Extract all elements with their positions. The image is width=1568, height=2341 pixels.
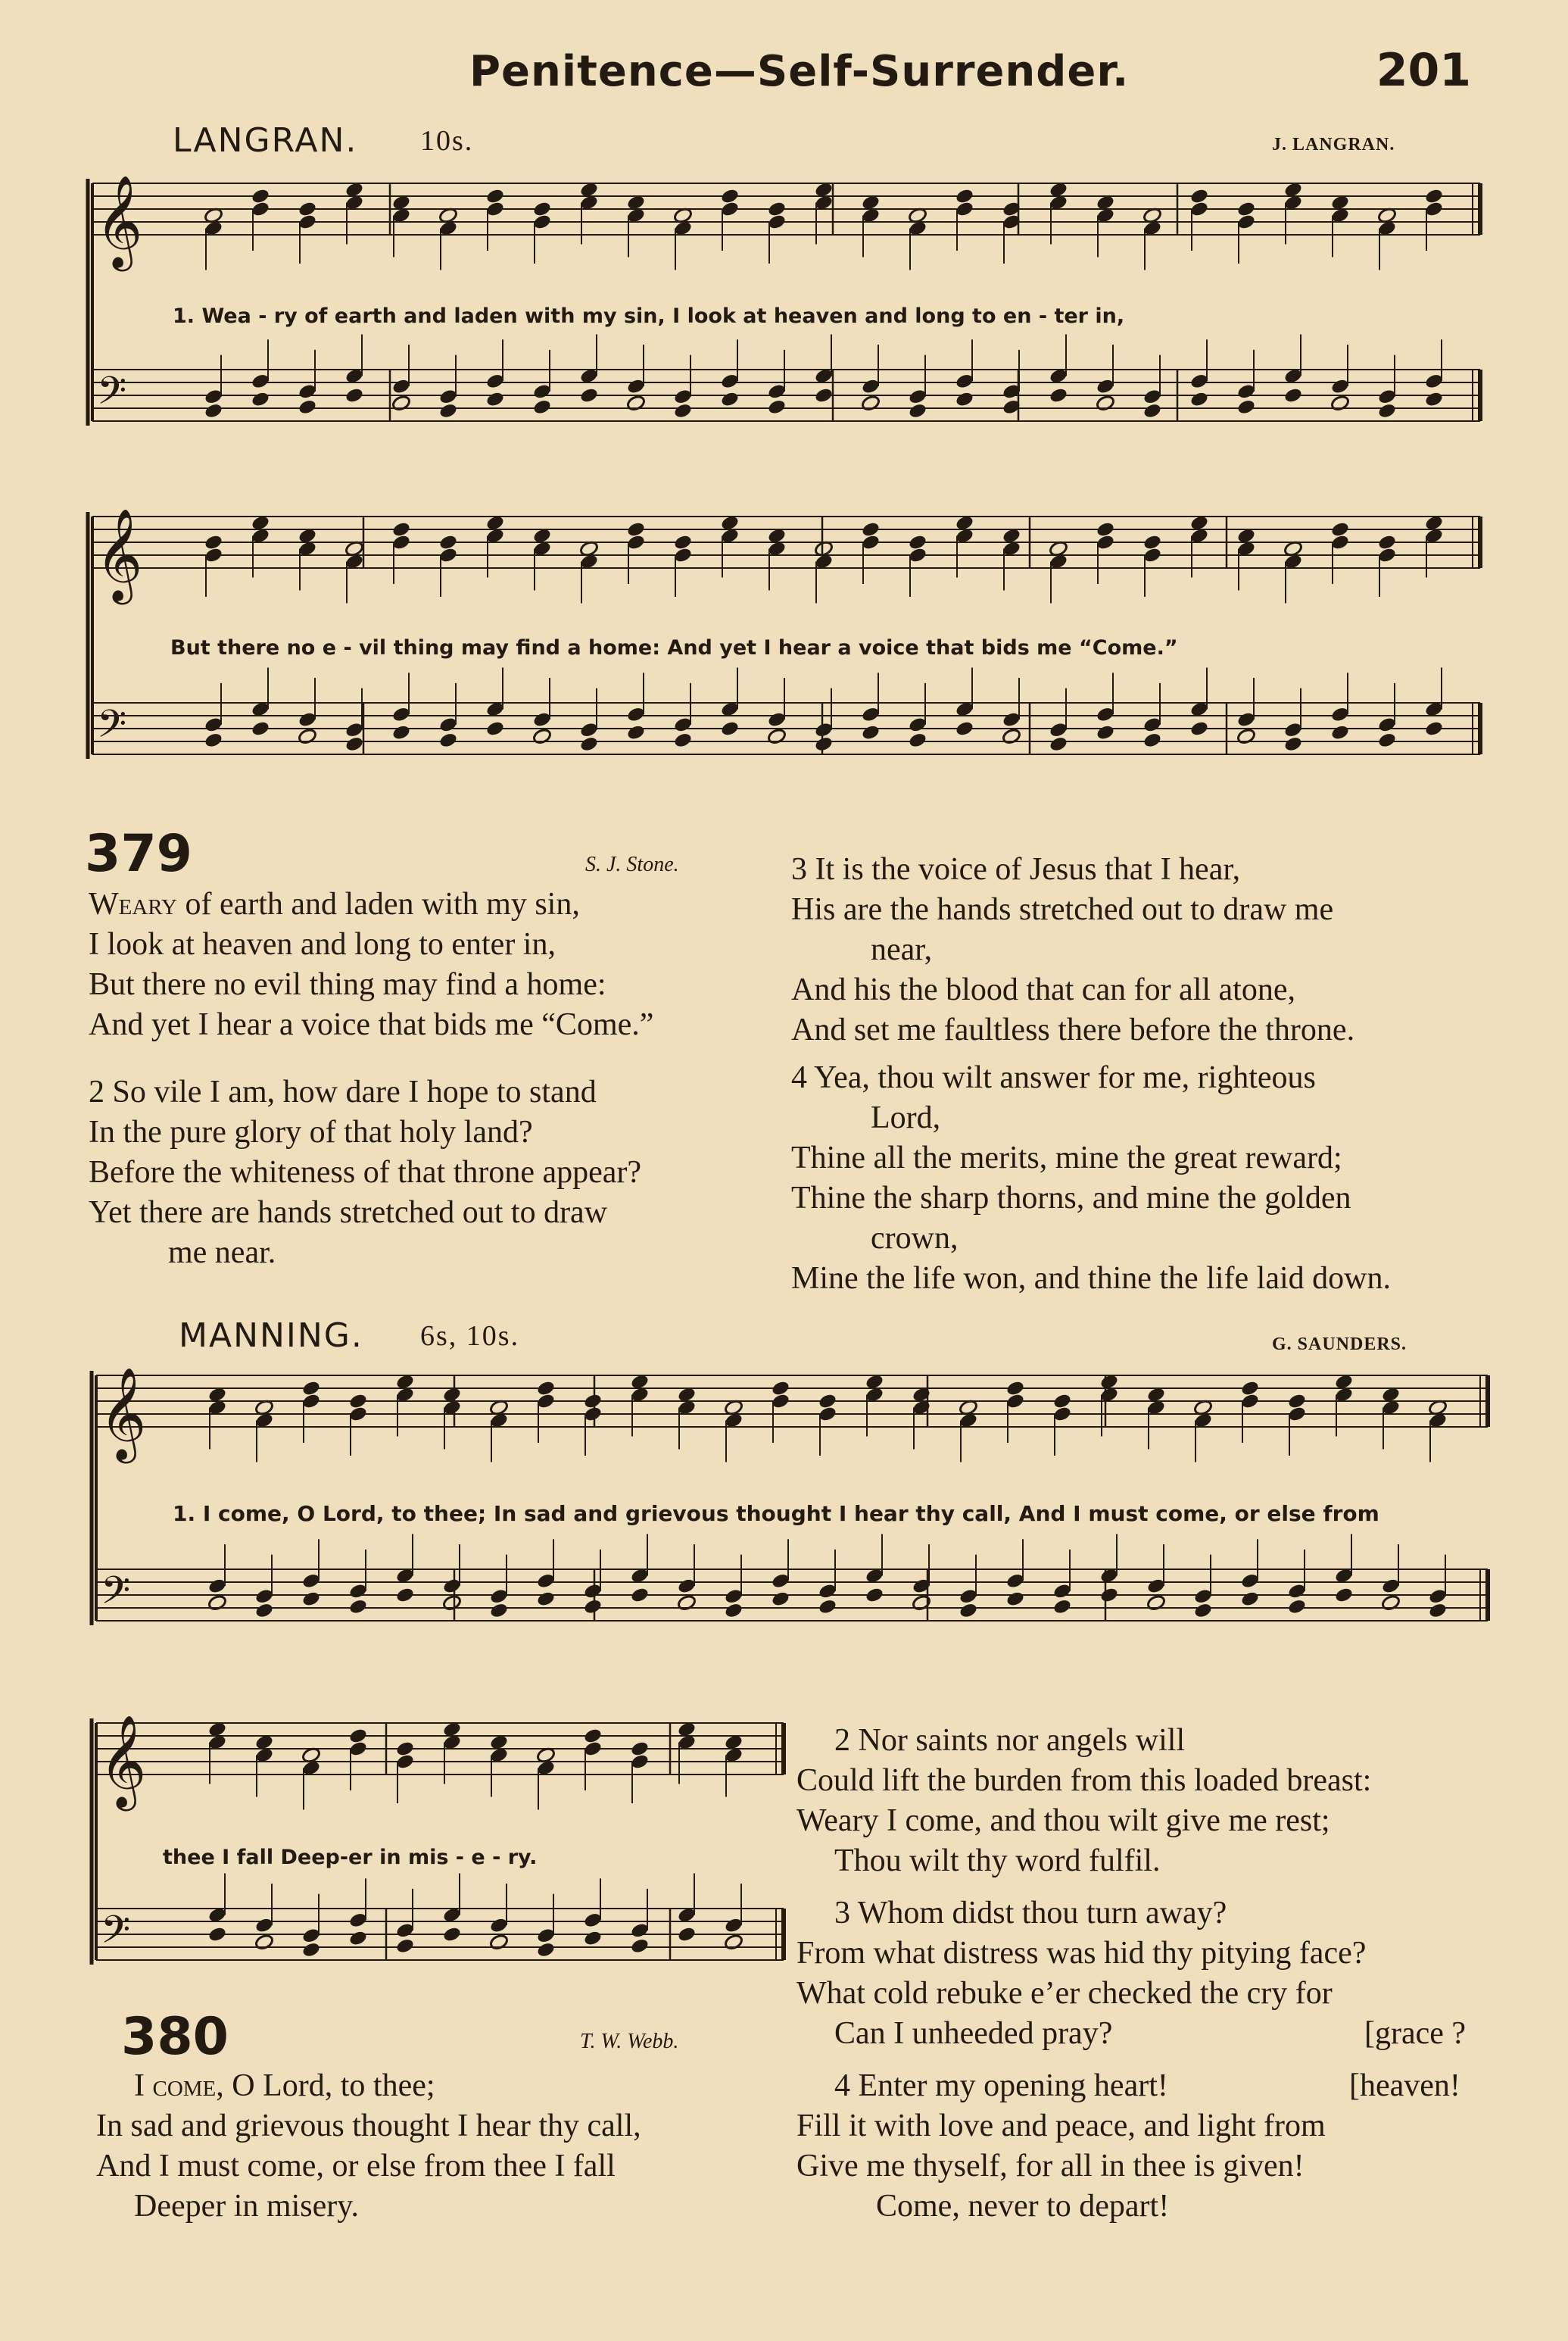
verse-line: Thine the sharp thorns, and mine the golden xyxy=(791,1181,1351,1216)
verse-line: Can I unheeded pray? [grace ? xyxy=(834,2016,1467,2051)
svg-text:𝄢: 𝄢 xyxy=(101,1908,131,1962)
verse-line: And yet I hear a voice that bids me “Come.” xyxy=(89,1007,654,1042)
verse-line: Give me thyself, for all in thee is given! xyxy=(796,2149,1305,2183)
verse-line: 2 Nor saints nor angels will xyxy=(834,1723,1186,1758)
verse-line: I come, O Lord, to thee; xyxy=(134,2068,435,2103)
verse-line: 4 Yea, thou wilt answer for me, righteous xyxy=(791,1060,1316,1095)
verse-line: And his the blood that can for all atone, xyxy=(791,972,1295,1007)
verse-line: Weary of earth and laden with my sin, xyxy=(89,887,580,922)
page-number: 201 xyxy=(1376,44,1471,97)
verse-line: Thou wilt thy word fulfil. xyxy=(834,1843,1161,1878)
svg-text:𝄢: 𝄢 xyxy=(101,1568,131,1622)
author-379: S. J. Stone. xyxy=(585,853,679,876)
verse-line: What cold rebuke e’er checked the cry for xyxy=(796,1976,1333,2011)
lyric-underlay-2: But there no e - vil thing may find a home: And yet I hear a voice that bids me “Come.” xyxy=(170,636,1178,660)
verse-line: Deeper in misery. xyxy=(134,2189,359,2224)
verse-line: Yet there are hands stretched out to draw xyxy=(89,1195,608,1230)
hymn-379-left-column xyxy=(89,885,653,1273)
lyric-underlay-1: 1. Wea - ry of earth and laden with my sin, I look at heaven and long to en - ter in, xyxy=(173,304,1125,328)
svg-text:𝄞: 𝄞 xyxy=(95,507,143,601)
svg-text:𝄢: 𝄢 xyxy=(97,702,127,756)
verse-line: But there no evil thing may find a home: xyxy=(89,967,606,1002)
hymn-number-380: 380 xyxy=(121,2007,229,2067)
composer-manning: G. SAUNDERS. xyxy=(1272,1334,1407,1354)
verse-line: Come, never to depart! xyxy=(876,2189,1170,2224)
lyric-underlay-4: thee I fall Deep-er in mis - e - ry. xyxy=(163,1846,538,1869)
verse-line: Thine all the merits, mine the great reward; xyxy=(791,1141,1342,1175)
verse-line: 4 Enter my opening heart! [heaven! xyxy=(834,2068,1460,2103)
verse-line: 3 Whom didst thou turn away? xyxy=(834,1896,1227,1931)
verse-line: And I must come, or else from thee I fall xyxy=(96,2149,616,2183)
verse-line: In the pure glory of that holy land? xyxy=(89,1115,533,1150)
verse-line: 3 It is the voice of Jesus that I hear, xyxy=(791,852,1241,887)
hymn-380-left-column xyxy=(96,2066,641,2227)
verse-line: Lord, xyxy=(871,1100,941,1135)
verse-line: Weary I come, and thou wilt give me rest; xyxy=(796,1803,1330,1838)
svg-text:𝄞: 𝄞 xyxy=(99,1714,147,1807)
tune-name-langran: LANGRAN. xyxy=(173,121,358,160)
tune-name-manning: MANNING. xyxy=(179,1316,363,1355)
author-380: T. W. Webb. xyxy=(580,2030,679,2053)
svg-text:𝄞: 𝄞 xyxy=(95,174,143,267)
verse-line: Mine the life won, and thine the life laid down. xyxy=(791,1261,1391,1296)
hymn-380-right-column xyxy=(796,1721,1467,2227)
verse-line: From what distress was hid thy pitying face? xyxy=(796,1936,1367,1971)
verse-line: Before the whiteness of that throne appear? xyxy=(89,1155,642,1190)
verse-line: His are the hands stretched out to draw me xyxy=(791,892,1334,927)
composer-langran: J. LANGRAN. xyxy=(1272,135,1395,155)
lyric-underlay-3: 1. I come, O Lord, to thee; In sad and grievous thought I hear thy call, And I must come, or else from xyxy=(173,1501,1379,1526)
hymn-number-379: 379 xyxy=(85,824,192,884)
tune-meter-manning: 6s, 10s. xyxy=(420,1320,520,1352)
verse-line: Fill it with love and peace, and light from xyxy=(796,2108,1326,2143)
verse-line: In sad and grievous thought I hear thy call, xyxy=(96,2108,641,2143)
svg-text:𝄢: 𝄢 xyxy=(97,369,127,423)
hymn-379-right-column xyxy=(791,850,1391,1299)
tune-meter-langran: 10s. xyxy=(420,125,474,157)
verse-line: Could lift the burden from this loaded breast: xyxy=(796,1763,1372,1798)
verse-line: I look at heaven and long to enter in, xyxy=(89,927,556,962)
verse-line: crown, xyxy=(871,1221,959,1256)
verse-line: near, xyxy=(871,932,933,967)
verse-line: me near. xyxy=(168,1235,276,1270)
verse-line: 2 So vile I am, how dare I hope to stand xyxy=(89,1075,597,1110)
verse-line: And set me faultless there before the throne. xyxy=(791,1013,1355,1047)
page-title: Penitence—Self-Surrender. xyxy=(469,47,1130,96)
svg-text:𝄞: 𝄞 xyxy=(99,1366,147,1459)
